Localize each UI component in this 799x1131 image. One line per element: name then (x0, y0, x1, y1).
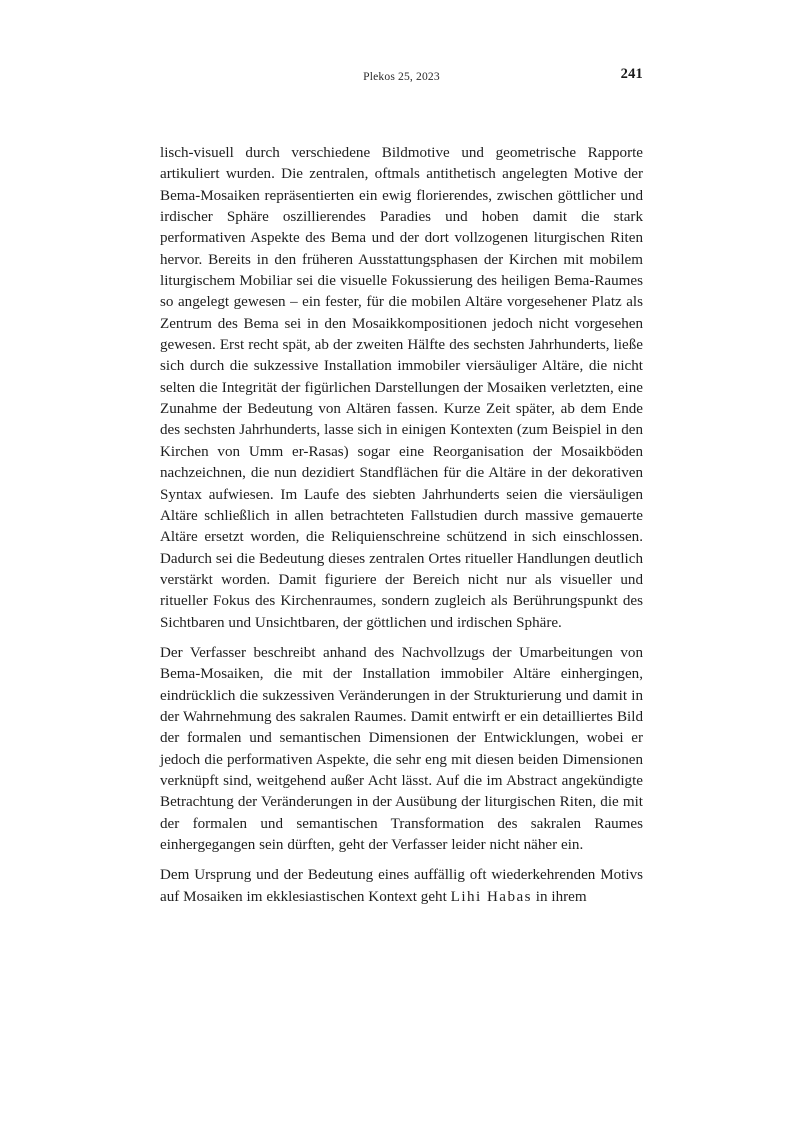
paragraph-1: lisch-visuell durch verschiedene Bildmotive und geometrische Rapporte artikuliert wurden. Die zentralen, oftmals antithetisch angelegten Motive der Bema-Mosaiken repräsentierten ein ewig florierendes, zwischen göttlicher und irdischer Sphäre oszillierendes Paradies und hoben damit die stark performativen Aspekte des Bema und der dort vollzogenen liturgischen Riten hervor. Bereits in den früheren Ausstattungsphasen der Kirchen mit mobilem liturgischem Mobiliar sei die visuelle Fokussierung des heiligen Bema-Raumes so angelegt gewesen – ein fester, für die mobilen Altäre vorgesehener Platz als Zentrum des Bema sei in den Mosaikkompositionen jedoch nicht vorgesehen gewesen. Erst recht spät, ab der zweiten Hälfte des sechsten Jahrhunderts, ließe sich durch die sukzessive Installation immobiler viersäuliger Altäre, die nicht selten die Integrität der figürlichen Darstellungen der Mosaiken verletzten, eine Zunahme der Bedeutung von Altären fassen. Kurze Zeit später, ab dem Ende des sechsten Jahrhunderts, lasse sich in einigen Kontexten (zum Beispiel in den Kirchen von Umm er-Rasas) sogar eine Reorganisation der Mosaikböden nachzeichnen, die nun dezidiert Standflächen für die Altäre in der dekorativen Syntax aufwiesen. Im Laufe des siebten Jahrhunderts seien die viersäuligen Altäre schließlich in allen betrachteten Fallstudien durch massive gemauerte Altäre ersetzt worden, die Reliquienschreine schützend in sich einschlossen. Dadurch sei die Bedeutung dieses zentralen Ortes ritueller Handlungen deutlich verstärkt worden. Damit figuriere der Bereich nicht nur als visueller und ritueller Fokus des Kirchenraumes, sondern zugleich als Berührungspunkt des Sichtbaren und Unsichtbaren, der göttlichen und irdischen Sphäre. (160, 145, 643, 631)
paragraph-3 (160, 865, 643, 908)
body-text-block (160, 143, 643, 908)
author-name: Lihi Habas (450, 888, 532, 905)
paragraph-3-prefix: Dem Ursprung und der Bedeutung eines auffällig oft wiederkehrenden Motivs auf Mosaiken im ekklesiastischen Kontext geht (160, 867, 643, 905)
paragraph-3-suffix: in ihrem (531, 888, 587, 905)
paragraph-2: Der Verfasser beschreibt anhand des Nachvollzugs der Umarbeitungen von Bema-Mosaiken, die mit der Installation immobiler Altäre einhergingen, eindrücklich die sukzessiven Veränderungen in der Strukturierung und damit in der Wahrnehmung des sakralen Raumes. Damit entwirft er ein detailliertes Bild der formalen und semantischen Dimensionen der Entwicklungen, wobei er jedoch die performativen Aspekte, die sehr eng mit diesen beiden Dimensionen verknüpft sind, weitgehend außer Acht lässt. Auf die im Abstract angekündigte Betrachtung der Veränderungen in der Ausübung der liturgischen Riten, die mit der formalen und semantischen Transformation des sakralen Raumes einhergegangen sein dürften, geht der Verfasser leider nicht näher ein. (160, 644, 643, 853)
page-number: 241 (620, 66, 643, 82)
running-head-title: Plekos 25, 2023 (363, 70, 440, 83)
running-head (160, 66, 643, 92)
